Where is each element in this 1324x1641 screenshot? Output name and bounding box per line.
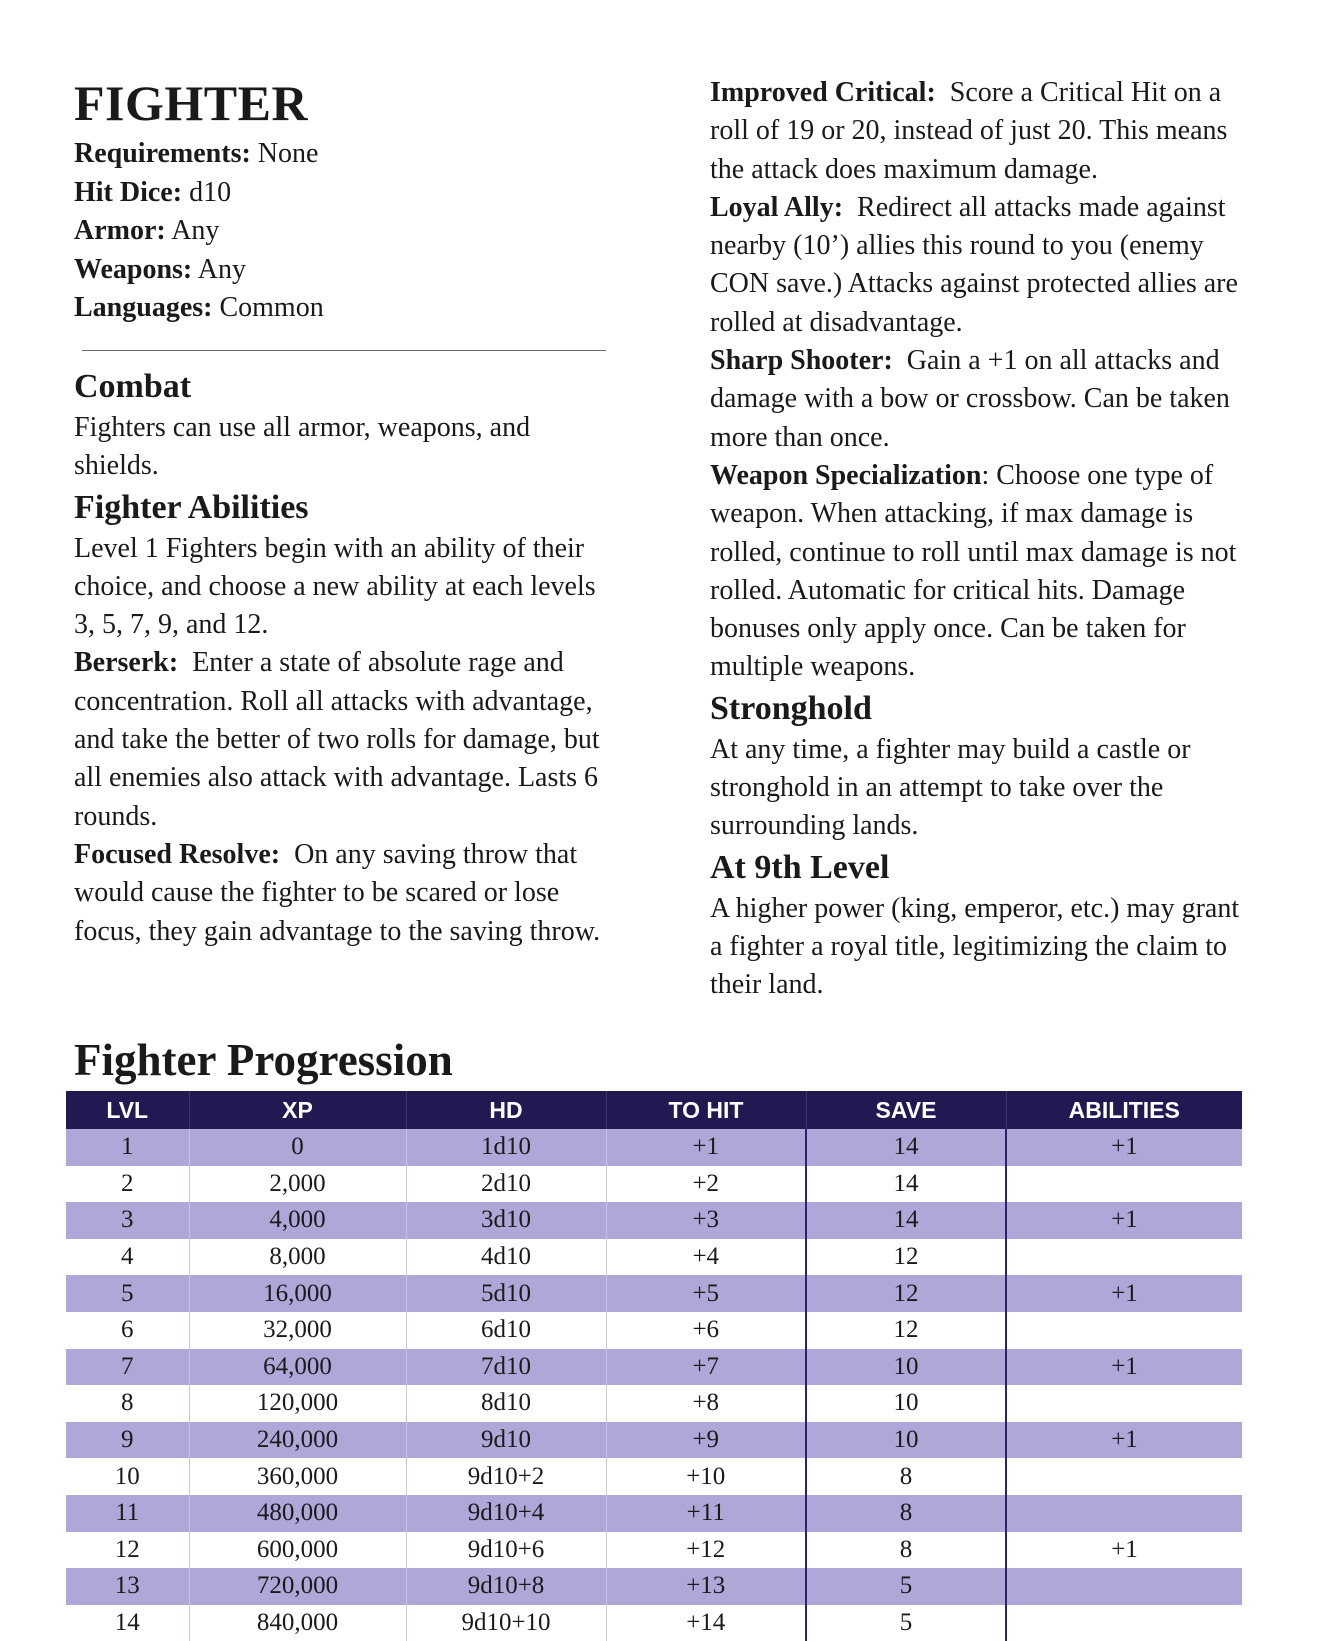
requirement-label: Languages:: [74, 292, 213, 323]
cell-hd: 1d10: [406, 1129, 606, 1166]
cell-xp: 600,000: [189, 1532, 406, 1569]
cell-xp: 32,000: [189, 1312, 406, 1349]
cell-save: 8: [806, 1532, 1006, 1569]
cell-xp: 0: [189, 1129, 406, 1166]
table-header-row: [66, 1091, 1242, 1129]
cell-hd: 9d10: [406, 1422, 606, 1459]
cell-lvl: 14: [66, 1605, 189, 1641]
cell-hd: 2d10: [406, 1166, 606, 1203]
cell-save: 14: [806, 1129, 1006, 1166]
cell-lvl: 12: [66, 1532, 189, 1569]
requirement-row: [74, 135, 324, 174]
cell-xp: 2,000: [189, 1166, 406, 1203]
cell-to-hit: +6: [606, 1312, 806, 1349]
ninth-level-heading: At 9th Level: [710, 848, 890, 886]
ability-improved-critical: [710, 74, 1255, 189]
cell-lvl: 5: [66, 1275, 189, 1312]
requirement-value: Common: [219, 292, 324, 323]
table-row: [66, 1239, 1242, 1276]
cell-abilities: [1006, 1605, 1242, 1641]
cell-to-hit: +2: [606, 1166, 806, 1203]
cell-save: 12: [806, 1239, 1006, 1276]
requirement-row: [74, 289, 324, 328]
cell-lvl: 7: [66, 1349, 189, 1386]
abilities-intro: Level 1 Fighters begin with an ability of their choice, and choose a new ability at each levels 3, 5, 7, 9, and 12.: [74, 532, 596, 641]
ability-text: Redirect all attacks made against nearby (10’) allies this round to you (enemy CON save.) Attacks against protected allies are rolled at disadvantage.: [710, 191, 1238, 338]
requirement-row: [74, 251, 324, 290]
table-row: [66, 1202, 1242, 1239]
cell-abilities: [1006, 1495, 1242, 1532]
cell-xp: 120,000: [189, 1385, 406, 1422]
cell-abilities: +1: [1006, 1129, 1242, 1166]
ability-name: Berserk:: [74, 647, 179, 679]
left-column: [74, 365, 614, 951]
header-hd: HD: [406, 1091, 606, 1129]
header-to-hit: TO HIT: [606, 1091, 806, 1129]
cell-xp: 480,000: [189, 1495, 406, 1532]
cell-hd: 4d10: [406, 1239, 606, 1276]
ability-loyal-ally: [710, 189, 1255, 342]
cell-hd: 8d10: [406, 1385, 606, 1422]
cell-hd: 9d10+10: [406, 1605, 606, 1641]
cell-xp: 840,000: [189, 1605, 406, 1641]
cell-abilities: [1006, 1166, 1242, 1203]
requirement-label: Weapons:: [74, 253, 193, 285]
cell-abilities: +1: [1006, 1349, 1242, 1386]
cell-to-hit: +4: [606, 1239, 806, 1276]
requirement-row: [74, 174, 324, 213]
cell-abilities: +1: [1006, 1275, 1242, 1312]
requirement-label: Hit Dice:: [74, 176, 183, 208]
table-row: [66, 1129, 1242, 1166]
cell-save: 5: [806, 1568, 1006, 1605]
table-row: [66, 1605, 1242, 1641]
cell-to-hit: +1: [606, 1129, 806, 1166]
ninth-level-text: A higher power (king, emperor, etc.) may grant a fighter a royal title, legitimizing the claim to their land.: [710, 892, 1240, 1001]
cell-hd: 9d10+2: [406, 1458, 606, 1495]
cell-to-hit: +3: [606, 1202, 806, 1239]
ability-name: Loyal Ally:: [710, 191, 844, 223]
cell-lvl: 10: [66, 1458, 189, 1495]
cell-lvl: 13: [66, 1568, 189, 1605]
cell-hd: 9d10+4: [406, 1495, 606, 1532]
cell-to-hit: +14: [606, 1605, 806, 1641]
cell-to-hit: +10: [606, 1458, 806, 1495]
cell-save: 10: [806, 1385, 1006, 1422]
stronghold-heading: Stronghold: [710, 689, 872, 727]
ability-weapon-specialization: [710, 457, 1255, 687]
ability-text: Gain a +1 on all attacks and damage with a bow or crossbow. Can be taken more than once.: [710, 345, 1230, 453]
requirement-value: Any: [197, 253, 246, 285]
cell-save: 14: [806, 1166, 1006, 1203]
cell-save: 12: [806, 1275, 1006, 1312]
table-row: [66, 1458, 1242, 1495]
cell-xp: 8,000: [189, 1239, 406, 1276]
ability-berserk: [74, 644, 614, 835]
right-column: [710, 74, 1255, 1005]
cell-save: 5: [806, 1605, 1006, 1641]
ability-text: : Choose one type of weapon. When attacking, if max damage is rolled, continue to roll until max damage is not rolled. Automatic for critical hits. Damage bonuses only apply once. Can be taken for multiple weapons.: [710, 459, 1237, 683]
cell-to-hit: +12: [606, 1532, 806, 1569]
header-lvl: LVL: [66, 1091, 189, 1129]
cell-hd: 7d10: [406, 1349, 606, 1386]
cell-lvl: 11: [66, 1495, 189, 1532]
cell-hd: 9d10+8: [406, 1568, 606, 1605]
cell-abilities: [1006, 1458, 1242, 1495]
table-row: [66, 1532, 1242, 1569]
cell-to-hit: +7: [606, 1349, 806, 1386]
requirement-value: Any: [171, 215, 220, 246]
cell-abilities: [1006, 1239, 1242, 1276]
requirement-value: None: [257, 138, 319, 169]
cell-save: 10: [806, 1349, 1006, 1386]
cell-hd: 3d10: [406, 1202, 606, 1239]
cell-to-hit: +5: [606, 1275, 806, 1312]
cell-lvl: 3: [66, 1202, 189, 1239]
header-abilities: ABILITIES: [1006, 1091, 1242, 1129]
cell-save: 12: [806, 1312, 1006, 1349]
progression-title: Fighter Progression: [74, 1035, 453, 1085]
ability-sharp-shooter: [710, 342, 1255, 457]
table-row: [66, 1312, 1242, 1349]
cell-abilities: +1: [1006, 1422, 1242, 1459]
table-row: [66, 1385, 1242, 1422]
cell-abilities: +1: [1006, 1202, 1242, 1239]
progression-body: [66, 1129, 1242, 1641]
combat-heading: Combat: [74, 368, 192, 405]
cell-save: 8: [806, 1458, 1006, 1495]
ability-name: Improved Critical:: [710, 77, 936, 108]
cell-to-hit: +13: [606, 1568, 806, 1605]
combat-text: Fighters can use all armor, weapons, and shields.: [74, 412, 531, 482]
cell-abilities: [1006, 1385, 1242, 1422]
cell-xp: 360,000: [189, 1458, 406, 1495]
cell-save: 14: [806, 1202, 1006, 1239]
header-save: SAVE: [806, 1091, 1006, 1129]
abilities-heading: Fighter Abilities: [74, 488, 309, 526]
cell-hd: 5d10: [406, 1275, 606, 1312]
progression-table: [66, 1091, 1242, 1641]
requirement-row: [74, 212, 324, 251]
stronghold-text: At any time, a fighter may build a castle or stronghold in an attempt to take over the surrounding lands.: [710, 733, 1191, 842]
requirement-label: Armor:: [74, 215, 166, 246]
cell-xp: 240,000: [189, 1422, 406, 1459]
class-title: FIGHTER: [74, 75, 309, 131]
cell-abilities: +1: [1006, 1532, 1242, 1569]
table-row: [66, 1166, 1242, 1203]
ability-name: Weapon Specialization: [710, 459, 982, 491]
ability-name: Sharp Shooter:: [710, 345, 893, 377]
cell-lvl: 8: [66, 1385, 189, 1422]
cell-xp: 64,000: [189, 1349, 406, 1386]
ability-name: Focused Resolve:: [74, 838, 281, 870]
cell-hd: 9d10+6: [406, 1532, 606, 1569]
cell-lvl: 2: [66, 1166, 189, 1203]
ability-text: Enter a state of absolute rage and concentration. Roll all attacks with advantage, and take the better of two rolls for damage, but all enemies also attack with advantage. Lasts 6 rounds.: [74, 647, 600, 832]
cell-lvl: 6: [66, 1312, 189, 1349]
cell-lvl: 9: [66, 1422, 189, 1459]
cell-to-hit: +9: [606, 1422, 806, 1459]
ability-text: On any saving throw that would cause the fighter to be scared or lose focus, they gain advantage to the saving throw.: [74, 838, 601, 947]
cell-xp: 720,000: [189, 1568, 406, 1605]
ability-text: Score a Critical Hit on a roll of 19 or 20, instead of just 20. This means the attack does maximum damage.: [710, 77, 1228, 185]
cell-lvl: 4: [66, 1239, 189, 1276]
requirement-value: d10: [189, 176, 232, 208]
cell-save: 8: [806, 1495, 1006, 1532]
cell-to-hit: +8: [606, 1385, 806, 1422]
table-row: [66, 1349, 1242, 1386]
cell-xp: 16,000: [189, 1275, 406, 1312]
cell-save: 10: [806, 1422, 1006, 1459]
cell-abilities: [1006, 1568, 1242, 1605]
header-xp: XP: [189, 1091, 406, 1129]
table-row: [66, 1422, 1242, 1459]
ability-focused-resolve: [74, 836, 614, 951]
cell-to-hit: +11: [606, 1495, 806, 1532]
cell-lvl: 1: [66, 1129, 189, 1166]
table-row: [66, 1495, 1242, 1532]
cell-xp: 4,000: [189, 1202, 406, 1239]
requirement-label: Requirements:: [74, 138, 251, 169]
section-divider: [82, 350, 606, 351]
requirements-block: [74, 135, 324, 328]
cell-hd: 6d10: [406, 1312, 606, 1349]
cell-abilities: [1006, 1312, 1242, 1349]
table-row: [66, 1568, 1242, 1605]
table-row: [66, 1275, 1242, 1312]
